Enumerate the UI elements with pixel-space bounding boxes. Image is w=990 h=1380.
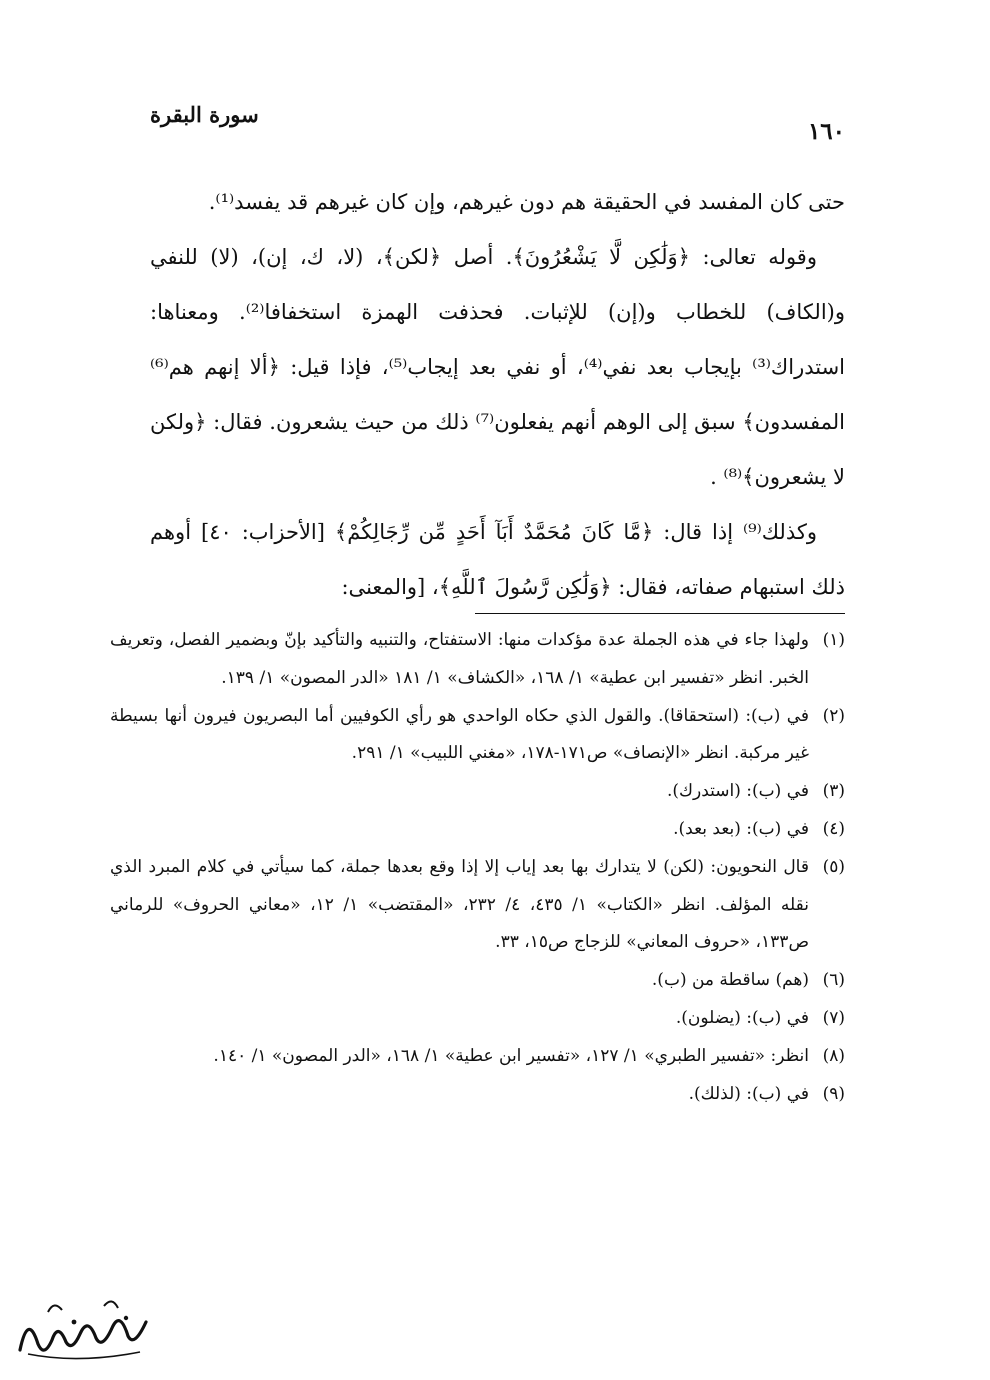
footnote-number: (٣)	[822, 781, 845, 802]
page-header	[150, 100, 845, 145]
footnote-text: في (ب): (لذلك).	[688, 1083, 809, 1104]
footnote	[110, 1038, 845, 1076]
footnote-text: في (ب): (استحقاقا). والقول الذي حكاه الواحدي هو رأي الكوفيين أما البصريون فيرون أنها بسيطة غير مركبة. انظر «الإنصاف» ص١٧١-١٧٨، «مغني اللبيب» ١/ ٢٩١.	[110, 705, 809, 764]
footnote	[110, 1000, 845, 1038]
footnote-number: (٢)	[822, 705, 845, 726]
footnote	[110, 849, 845, 962]
footnote	[110, 773, 845, 811]
footnote-number: (٤)	[822, 818, 845, 839]
surah-title: سورة البقرة	[150, 102, 259, 127]
footnote	[110, 698, 845, 774]
footnote-number: (٩)	[822, 1083, 845, 1104]
footnote-number: (٥)	[822, 856, 845, 877]
footnote-divider	[475, 613, 845, 614]
footnote-number: (٧)	[822, 1007, 845, 1028]
body-paragraph: حتى كان المفسد في الحقيقة هم دون غيرهم، وإن كان غيرهم قد يفسد⁽¹⁾.	[208, 190, 845, 214]
footnote-text: (هم) ساقطة من (ب).	[651, 970, 809, 991]
footnote-number: (٦)	[822, 970, 845, 991]
footnote	[110, 622, 845, 698]
footnote-number: (٨)	[822, 1045, 845, 1066]
footnotes	[110, 622, 845, 1113]
footnote	[110, 962, 845, 1000]
main-text	[150, 175, 845, 615]
footnote	[110, 811, 845, 849]
footnote-text: في (ب): (يضلون).	[675, 1007, 809, 1028]
body-paragraph: وقوله تعالى: ﴿وَلَٰكِن لَّا يَشْعُرُونَ﴾. أصل ﴿لكن﴾، (لا، ك، إن)، (لا) للنفي و(الكاف) للخطاب و(إن) للإثبات. فحذفت الهمزة استخفافا⁽²⁾. ومعناها: استدراك⁽³⁾ بإيجاب بعد نفي⁽⁴⁾، أو نفي بعد إيجاب⁽⁵⁾، فإذا قيل: ﴿ألا إنهم هم⁽⁶⁾ المفسدون﴾ سبق إلى الوهم أنهم يفعلون⁽⁷⁾ ذلك من حيث يشعرون. فقال: ﴿ولكن لا يشعرون﴾⁽⁸⁾ .	[150, 245, 845, 489]
footnote-text: في (ب): (بعد بعد).	[673, 818, 809, 839]
footnote-text: في (ب): (استدرك).	[666, 781, 809, 802]
footnote-number: (١)	[822, 630, 845, 650]
footnote	[110, 1076, 845, 1114]
calligraphy-logo-icon	[8, 1292, 158, 1368]
page-number: ١٦٠	[807, 118, 845, 145]
footnote-text: قال النحويون: (لكن) لا يتدارك بها بعد إياب إلا إذا وقع بعدها جملة، كما سيأتي في كلام المبرد الذي نقله المؤلف. انظر «الكتاب» ١/ ٤٣٥، ٤/ ٢٣٢، «المقتضب» ١/ ١٢، «معاني الحروف» للرماني ص١٣٣، «حروف المعاني» للزجاج ص١٥، ٣٣.	[110, 856, 809, 953]
body-paragraph: وكذلك⁽⁹⁾ إذا قال: ﴿مَّا كَانَ مُحَمَّدٌ أَبَآ أَحَدٍ مِّن رِّجَالِكُمْ﴾ [الأحزاب: ٤٠] أوهم ذلك استبهام صفاته، فقال: ﴿وَلَٰكِن رَّسُولَ ٱللَّهِ﴾، [والمعنى:	[150, 520, 845, 599]
footnote-text: انظر: «تفسير الطبري» ١/ ١٢٧، «تفسير ابن عطية» ١/ ١٦٨، «الدر المصون» ١/ ١٤٠.	[213, 1045, 809, 1066]
footnote-text: ولهذا جاء في هذه الجملة عدة مؤكدات منها: الاستفتاح، والتنبيه والتأكيد بإنّ وبضمير الفصل، وتعريف الخبر. انظر «تفسير ابن عطية» ١/ ١٦٨، «الكشاف» ١/ ١٨١ «الدر المصون» ١/ ١٣٩.	[110, 630, 809, 688]
